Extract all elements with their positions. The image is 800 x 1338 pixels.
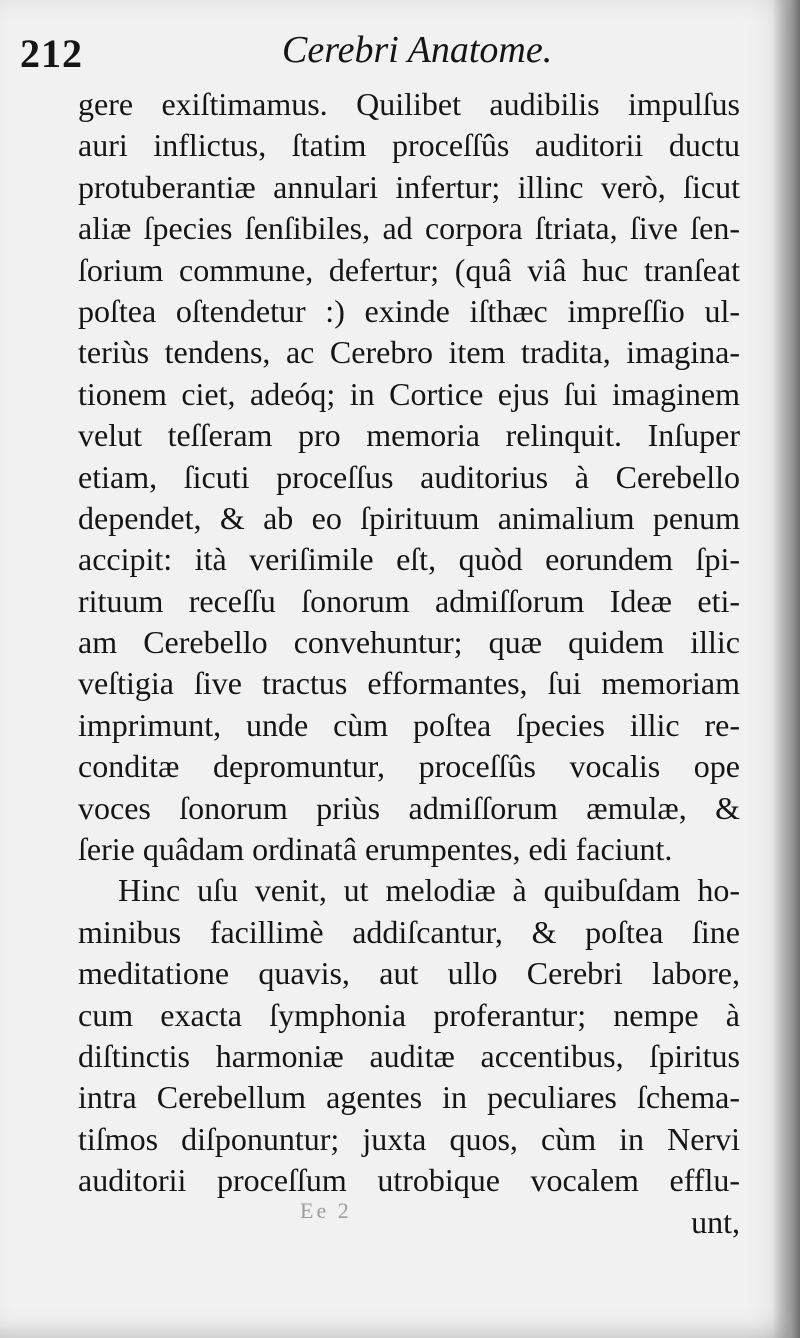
text-line: am Cerebello convehuntur; quæ quidem illic [78, 624, 740, 661]
text-line: auditorii proceſſum utrobique vocalem efflu- [78, 1162, 740, 1199]
text-line: minibus facillimè addiſcantur, & poſtea ſine [78, 913, 740, 950]
text-line: poſtea oſtendetur :) exinde iſthæc impreſſio ul- [78, 292, 740, 329]
body-text [78, 84, 740, 1243]
text-line: auri inflictus, ſtatim proceſſûs auditorii ductu [78, 127, 740, 164]
text-line: dependet, & ab eo ſpirituum animalium penum [78, 499, 740, 536]
running-title: Cerebri Anatome. [282, 29, 553, 71]
text-line: diſtinctis harmoniæ auditæ accentibus, ſpiritus [78, 1037, 740, 1074]
text-line: imprimunt, unde cùm poſtea ſpecies illic re- [78, 706, 740, 743]
text-line: conditæ depromuntur, proceſſûs vocalis ope [78, 748, 740, 785]
text-line: intra Cerebellum agentes in peculiares ſchema- [78, 1079, 740, 1116]
text-line: etiam, ſicuti proceſſus auditorius à Cerebello [78, 458, 740, 495]
paragraph-start-line: Hinc uſu venit, ut melodiæ à quibuſdam ho- [118, 872, 740, 909]
text-line: teriùs tendens, ac Cerebro item tradita, imagina- [78, 334, 740, 371]
text-line: protuberantiæ annulari infertur; illinc verò, ſicut [78, 168, 740, 205]
text-line: tiſmos diſponuntur; juxta quos, cùm in Nervi [78, 1120, 740, 1157]
text-line: voces ſonorum priùs admiſſorum æmulæ, & [78, 789, 740, 826]
text-line: ſerie quâdam ordinatâ erumpentes, edi faciunt. [78, 831, 673, 868]
text-line: cum exacta ſymphonia proferantur; nempe à [78, 996, 740, 1033]
page-number: 212 [20, 31, 83, 76]
page-header [20, 28, 760, 78]
text-line: gere exiſtimamus. Quilibet audibilis impulſus [78, 86, 740, 122]
text-line: tionem ciet, adeóq; in Cortice ejus ſui imaginem [78, 375, 740, 412]
text-line: meditatione quavis, aut ullo Cerebri labore, [78, 955, 740, 992]
text-line: ſorium commune, defertur; (quâ viâ huc tranſeat [78, 251, 740, 288]
text-line: accipit: ità veriſimile eſt, quòd eorundem ſpi- [78, 541, 740, 578]
text-line: aliæ ſpecies ſenſibiles, ad corpora ſtriata, ſive ſen- [78, 210, 740, 247]
catchword-line: unt, [691, 1203, 740, 1240]
text-line: velut teſſeram pro memoria relinquit. Inſuper [78, 417, 740, 454]
text-line: veſtigia ſive tractus efformantes, ſui memoriam [78, 665, 740, 702]
bleed-through-signature: Ee 2 [300, 1198, 352, 1223]
text-line: rituum receſſu ſonorum admiſſorum Ideæ eti- [78, 582, 740, 619]
